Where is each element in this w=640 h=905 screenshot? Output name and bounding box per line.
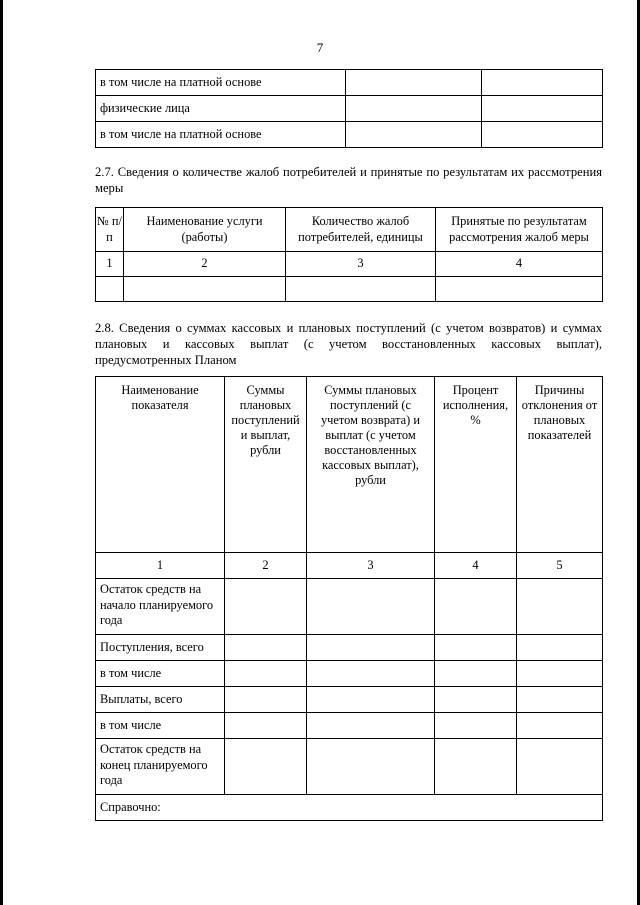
col-header-service: Наименование услуги (работы)	[124, 208, 286, 252]
table-cell	[517, 739, 603, 795]
table-row	[96, 795, 603, 821]
receipts-payments-table	[95, 376, 603, 821]
col-header-actual-sums: Суммы плановых поступлений (с учетом возврата) и выплат (с учетом восстановленных кассовых выплат), рубли	[307, 377, 435, 553]
table-cell	[307, 635, 435, 661]
table-cell	[435, 687, 517, 713]
page-number: 7	[316, 40, 324, 55]
col-number: 3	[307, 553, 435, 579]
table-row	[96, 687, 603, 713]
table-cell	[435, 713, 517, 739]
table-row	[96, 277, 603, 302]
table-cell	[286, 277, 436, 302]
table-cell	[96, 277, 124, 302]
col-header-measures: Принятые по результатам рассмотрения жалоб меры	[436, 208, 603, 252]
col-number: 1	[96, 553, 225, 579]
table-header-row	[96, 377, 603, 553]
col-number: 2	[124, 252, 286, 277]
table-cell	[517, 687, 603, 713]
table-cell	[482, 122, 603, 148]
row-label: в том числе на платной основе	[96, 122, 346, 148]
table-cell	[435, 635, 517, 661]
table-cell	[435, 739, 517, 795]
table-row	[96, 70, 603, 96]
table-cell	[307, 579, 435, 635]
table-cell	[225, 579, 307, 635]
row-label: физические лица	[96, 96, 346, 122]
row-label: в том числе	[96, 713, 225, 739]
table-cell	[225, 635, 307, 661]
table-cell	[307, 687, 435, 713]
table-cell	[225, 739, 307, 795]
col-header-deviation-reasons: Причины отклонения от плановых показателей	[517, 377, 603, 553]
row-label: Остаток средств на конец планируемого года	[96, 739, 225, 795]
col-header-indicator: Наименование показателя	[96, 377, 225, 553]
table-row	[96, 96, 603, 122]
table-cell	[346, 96, 482, 122]
table-row	[96, 579, 603, 635]
table-cell	[346, 122, 482, 148]
table-cell	[307, 713, 435, 739]
table-cell	[517, 661, 603, 687]
col-number: 2	[225, 553, 307, 579]
table-cell	[517, 635, 603, 661]
row-label: в том числе	[96, 661, 225, 687]
row-label: Выплаты, всего	[96, 687, 225, 713]
table-cell	[435, 661, 517, 687]
table-row	[96, 713, 603, 739]
table-row	[96, 661, 603, 687]
table-cell	[435, 579, 517, 635]
table-number-row	[96, 252, 603, 277]
section-2-7-title: 2.7. Сведения о количестве жалоб потребителей и принятые по результатам их рассмотрения меры	[95, 165, 602, 195]
row-label: в том числе на платной основе	[96, 70, 346, 96]
table-row	[96, 739, 603, 795]
page-border-left	[0, 0, 3, 905]
table-row	[96, 122, 603, 148]
table-cell	[517, 579, 603, 635]
section-2-8-title: 2.8. Сведения о суммах кассовых и плановых поступлений (с учетом возвратов) и суммах плановых и кассовых выплат (с учетом восстановленных кассовых выплат), предусмотренных Планом	[95, 321, 602, 367]
table-row	[96, 635, 603, 661]
col-header-number: № п/п	[96, 208, 124, 252]
col-number: 1	[96, 252, 124, 277]
table-cell	[124, 277, 286, 302]
complaints-table	[95, 207, 603, 302]
table-cell	[436, 277, 603, 302]
table-header-row	[96, 208, 603, 252]
table-cell	[517, 713, 603, 739]
table-cell	[225, 687, 307, 713]
col-header-execution-percent: Процент исполнения, %	[435, 377, 517, 553]
continuation-table	[95, 69, 603, 148]
row-label: Остаток средств на начало планируемого года	[96, 579, 225, 635]
col-number: 3	[286, 252, 436, 277]
row-label: Поступления, всего	[96, 635, 225, 661]
col-number: 5	[517, 553, 603, 579]
table-cell	[482, 70, 603, 96]
table-cell	[482, 96, 603, 122]
col-header-planned-sums: Суммы плановых поступлений и выплат, рубли	[225, 377, 307, 553]
table-cell	[225, 661, 307, 687]
table-cell	[225, 713, 307, 739]
table-cell	[307, 661, 435, 687]
col-header-complaints-count: Количество жалоб потребителей, единицы	[286, 208, 436, 252]
table-cell	[307, 739, 435, 795]
table-number-row	[96, 553, 603, 579]
footnote-reference: Справочно:	[96, 795, 603, 821]
table-cell	[346, 70, 482, 96]
col-number: 4	[436, 252, 603, 277]
col-number: 4	[435, 553, 517, 579]
